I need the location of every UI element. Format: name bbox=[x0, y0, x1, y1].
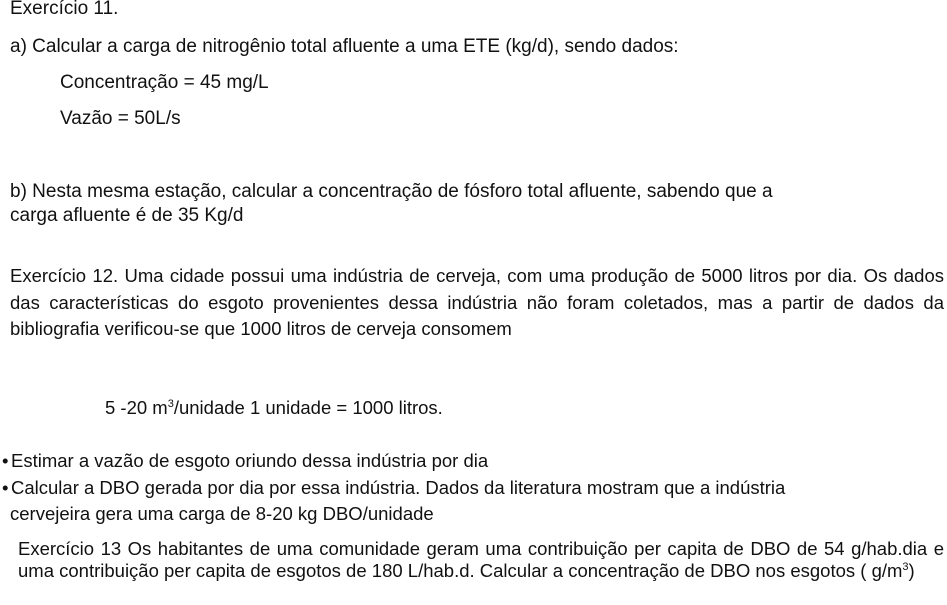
exercise-11-part-a: a) Calcular a carga de nitrogênio total afluente a uma ETE (kg/d), sendo dados: bbox=[10, 36, 679, 57]
bullet-item-dbo bbox=[2, 476, 785, 500]
exercise-11-part-b-line1: b) Nesta mesma estação, calcular a concentração de fósforo total afluente, sabendo que a bbox=[10, 181, 773, 202]
exercise-12-paragraph: Exercício 12. Uma cidade possui uma indústria de cerveja, com uma produção de 5000 litros por dia. Os dados das características do esgoto provenientes dessa indústria não foram coletados, mas a partir de dados da bibliografia verificou-se que 1000 litros de cerveja consomem bbox=[10, 265, 944, 339]
consumption-unit: /unidade 1 unidade = 1000 litros. bbox=[173, 397, 443, 418]
exercise-13-text: Exercício 13 Os habitantes de uma comunidade geram uma contribuição per capita de DBO de 54 g/hab.dia e uma contribuição per capita de esgotos de 180 L/hab.d. Calcular a concentração de DBO nos esgotos ( g/m bbox=[18, 538, 944, 581]
exercise-11-title: Exercício 11. bbox=[10, 0, 119, 19]
consumption-range: 5 -20 m bbox=[105, 397, 168, 418]
bullet-icon: • bbox=[2, 477, 9, 498]
flow-value: Vazão = 50L/s bbox=[60, 108, 181, 129]
consumption-line bbox=[105, 396, 443, 420]
cubic-superscript: 3 bbox=[167, 398, 174, 410]
bullet-text: Calcular a DBO gerada por dia por essa indústria. Dados da literatura mostram que a indústria bbox=[11, 477, 786, 498]
bullet-text: Estimar a vazão de esgoto oriundo dessa indústria por dia bbox=[11, 450, 489, 471]
exercise-11-part-b-line2: carga afluente é de 35 Kg/d bbox=[10, 205, 244, 226]
bullet-item-dbo-continued: cervejeira gera uma carga de 8-20 kg DBO/unidade bbox=[10, 503, 434, 524]
cubic-superscript: 3 bbox=[902, 561, 909, 573]
bullet-item-flow bbox=[2, 449, 488, 473]
concentration-value: Concentração = 45 mg/L bbox=[60, 72, 269, 93]
exercise-13-closing: ) bbox=[908, 560, 915, 581]
exercise-13-paragraph bbox=[18, 538, 944, 582]
bullet-icon: • bbox=[2, 450, 9, 471]
